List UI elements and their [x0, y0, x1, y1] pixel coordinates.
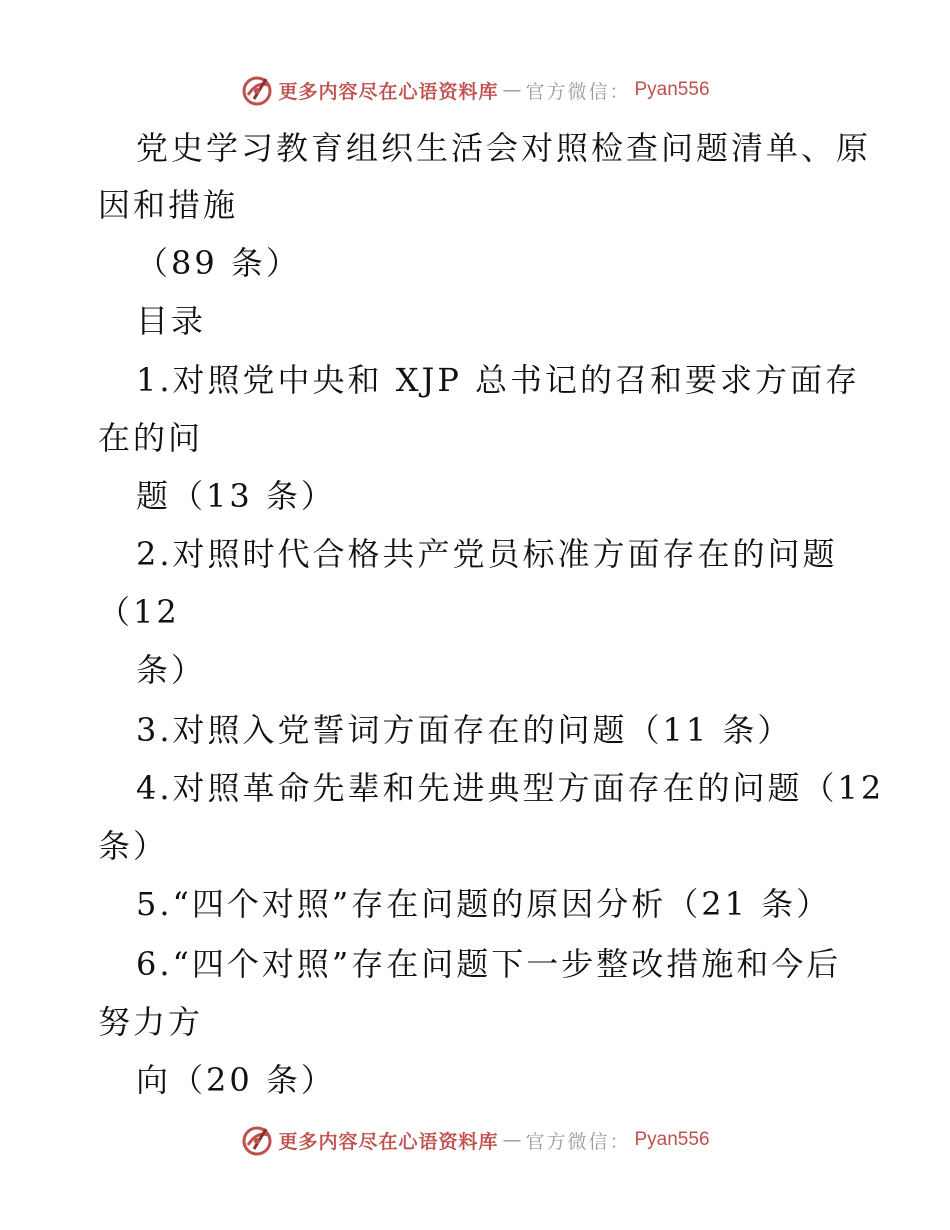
toc-item-4-line-2: 条） — [98, 827, 169, 865]
banner-wechat-account: Pyan556 — [634, 79, 710, 100]
logo-icon — [240, 1123, 274, 1157]
doc-title-line-2: 因和措施 — [98, 186, 239, 224]
banner-wechat-account: Pyan556 — [634, 1129, 710, 1150]
toc-item-1-line-2: 在的问 — [98, 419, 204, 457]
banner-text: 更多内容尽在心语资料库 — [278, 1130, 499, 1153]
toc-item-3: 3.对照入党誓词方面存在的问题（11 条） — [136, 711, 793, 749]
logo-icon — [240, 73, 274, 107]
toc-heading: 目录 — [136, 302, 207, 340]
header-watermark-banner — [0, 70, 950, 110]
toc-item-6-line-2: 努力方 — [98, 1003, 204, 1041]
banner-wechat-label: 官方微信： — [525, 1130, 631, 1153]
toc-item-6-line-3: 向（20 条） — [136, 1061, 336, 1099]
toc-item-5: 5.“四个对照”存在问题的原因分析（21 条） — [136, 885, 832, 923]
toc-item-1-line-1: 1.对照党中央和 XJP 总书记的召和要求方面存 — [136, 361, 861, 399]
toc-item-1-line-3: 题（13 条） — [136, 477, 336, 515]
toc-item-2-line-3: 条） — [136, 651, 207, 689]
banner-wechat-label: 官方微信： — [525, 80, 631, 103]
banner-dash: — — [502, 1129, 522, 1151]
toc-item-4-line-1: 4.对照革命先辈和先进典型方面存在的问题（12 — [136, 769, 885, 807]
banner-text: 更多内容尽在心语资料库 — [278, 80, 499, 103]
banner-dash: — — [502, 79, 522, 101]
toc-item-2-line-2: （12 — [98, 593, 180, 631]
toc-item-2-line-1: 2.对照时代合格共产党员标准方面存在的问题 — [136, 535, 838, 573]
doc-title-line-1: 党史学习教育组织生活会对照检查问题清单、原 — [136, 129, 872, 167]
footer-watermark-banner — [0, 1120, 950, 1160]
doc-count: （89 条） — [136, 244, 301, 282]
toc-item-6-line-1: 6.“四个对照”存在问题下一步整改措施和今后 — [136, 945, 842, 983]
